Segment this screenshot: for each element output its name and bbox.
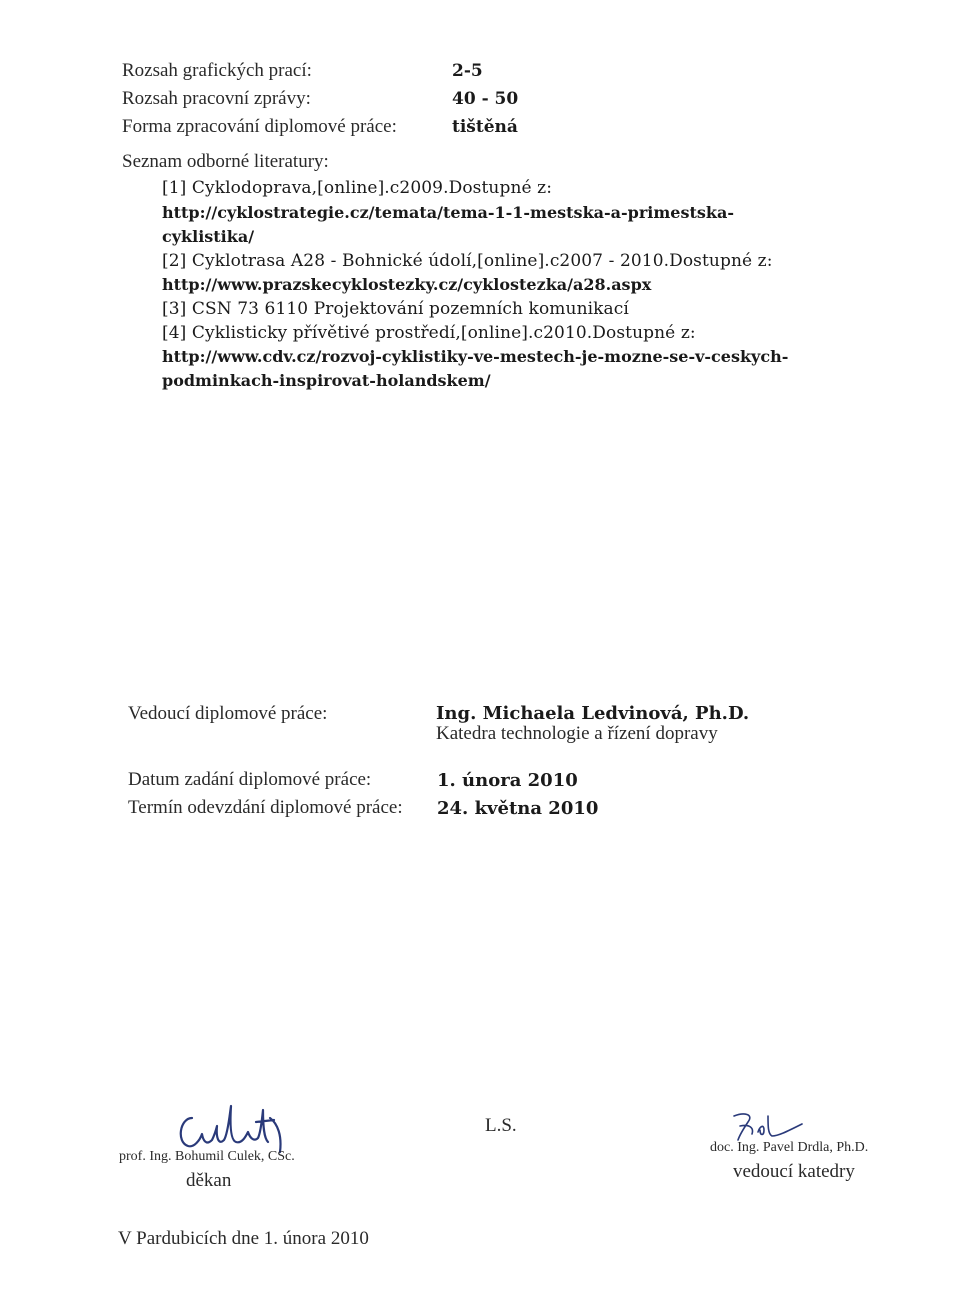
- submission-date-label: Termín odevzdání diplomové práce:: [128, 797, 403, 818]
- graphics-scope-label: Rozsah grafických prací:: [122, 60, 312, 81]
- literature-line: [3] CSN 73 6110 Projektování pozemních komunikací: [162, 299, 629, 319]
- literature-line: podminkach-inspirovat-holandskem/: [162, 371, 491, 390]
- assignment-date-value: 1. února 2010: [437, 770, 578, 791]
- head-role: vedoucí katedry: [733, 1161, 855, 1182]
- form-label: Forma zpracování diplomové práce:: [122, 116, 397, 137]
- report-scope-label: Rozsah pracovní zprávy:: [122, 88, 311, 109]
- seal-mark: L.S.: [485, 1115, 517, 1136]
- place-date-line: V Pardubicích dne 1. února 2010: [118, 1228, 369, 1249]
- dean-role: děkan: [186, 1170, 232, 1191]
- report-scope-value: 40 - 50: [452, 89, 519, 109]
- literature-line: http://www.cdv.cz/rozvoj-cyklistiky-ve-mestech-je-mozne-se-v-ceskych-: [162, 347, 789, 366]
- literature-line: [2] Cyklotrasa A28 - Bohnické údolí,[online].c2007 - 2010.Dostupné z:: [162, 251, 773, 271]
- head-name: doc. Ing. Pavel Drdla, Ph.D.: [710, 1140, 869, 1155]
- literature-heading: Seznam odborné literatury:: [122, 151, 329, 172]
- submission-date-value: 24. května 2010: [437, 798, 599, 819]
- literature-line: http://cyklostrategie.cz/temata/tema-1-1-mestska-a-primestska-: [162, 203, 734, 222]
- literature-line: http://www.prazskecyklostezky.cz/cyklostezka/a28.aspx: [162, 275, 652, 294]
- supervisor-department: Katedra technologie a řízení dopravy: [436, 723, 718, 744]
- supervisor-name: Ing. Michaela Ledvinová, Ph.D.: [436, 703, 750, 724]
- literature-line: [4] Cyklisticky přívětivé prostředí,[online].c2010.Dostupné z:: [162, 323, 696, 343]
- form-value: tištěná: [452, 117, 518, 137]
- dean-name: prof. Ing. Bohumil Culek, CSc.: [119, 1149, 295, 1164]
- literature-line: cyklistika/: [162, 227, 255, 246]
- graphics-scope-value: 2-5: [452, 61, 483, 81]
- supervisor-label: Vedoucí diplomové práce:: [128, 703, 328, 724]
- assignment-date-label: Datum zadání diplomové práce:: [128, 769, 372, 790]
- literature-line: [1] Cyklodoprava,[online].c2009.Dostupné z:: [162, 178, 553, 198]
